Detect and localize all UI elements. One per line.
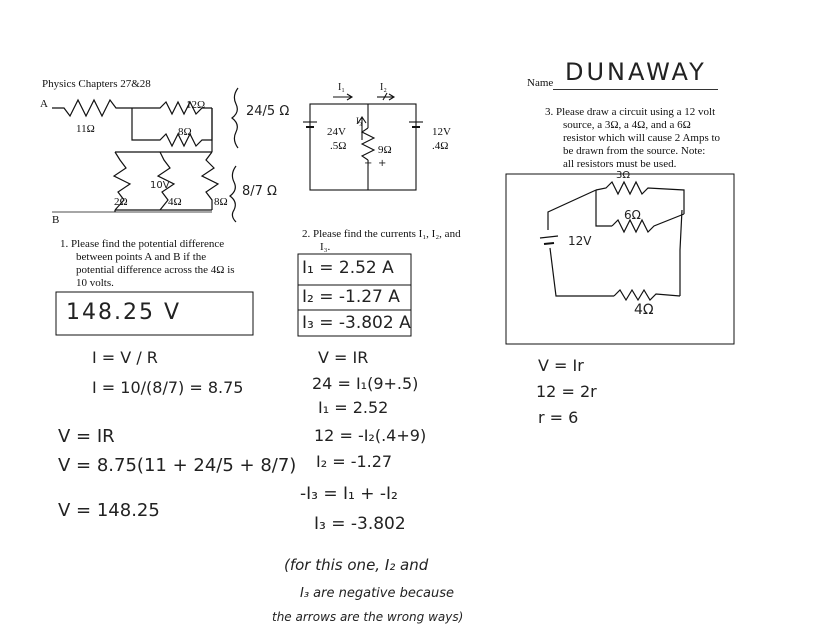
right-internal-r-label: .4Ω	[432, 140, 449, 152]
q2-work-line-4: 12 = -I₂(.4+9)	[314, 426, 427, 445]
q2-note-line-1: (for this one, I₂ and	[284, 556, 429, 574]
question-2-text: 2. Please find the currents I₁, I₂, and I₃.	[302, 228, 461, 253]
current-i2-label: I₂	[380, 82, 387, 93]
course-title: Physics Chapters 27&28	[42, 78, 151, 90]
q1-work-line-2: I = 10/(8/7) = 8.75	[92, 378, 244, 397]
q2-work-line-6: -I₃ = I₁ + -I₂	[300, 484, 398, 504]
point-a-label: A	[40, 98, 48, 110]
question-1-answer: 148.25 V	[66, 300, 182, 325]
q1-work-line-3: V = IR	[58, 426, 115, 447]
resistor-12-label: 12Ω	[186, 99, 206, 111]
left-emf-label: 24V	[327, 126, 346, 138]
drawing-source-label: 12V	[568, 234, 592, 248]
question-1-text: 1. Please find the potential difference between points A and B if the potential difference across the 4Ω is 10 volts.	[60, 238, 235, 289]
point-b-label: B	[52, 214, 60, 226]
resistor-8-bottom-label: 8Ω	[214, 196, 228, 208]
answer-i1: I₁ = 2.52 A	[302, 258, 394, 278]
note-8-7: 8/7 Ω	[242, 184, 277, 199]
student-name: DUNAWAY	[565, 58, 707, 86]
plus-sign-1: +	[364, 158, 373, 169]
plus-sign-2: +	[378, 158, 387, 169]
right-emf-label: 12V	[432, 126, 451, 138]
q1-work-line-1: I = V / R	[92, 348, 158, 367]
q2-work-line-3: I₁ = 2.52	[318, 398, 389, 417]
q3-work-line-2: 12 = 2r	[536, 382, 597, 401]
current-i3-label: I₃	[356, 116, 363, 126]
resistor-4-label: 4Ω	[168, 196, 182, 208]
note-10v: 10V	[150, 180, 170, 191]
q2-work-line-1: V = IR	[318, 348, 369, 367]
question-3-text: 3. Please draw a circuit using a 12 volt source, a 3Ω, a 4Ω, and a 6Ω resistor which will cause 2 Amps to be drawn from the source. Note: all resistors must be used.	[545, 106, 721, 170]
resistor-8-top-label: 8Ω	[178, 126, 192, 138]
q2-work-line-5: I₂ = -1.27	[316, 452, 393, 471]
q3-work-line-3: r = 6	[538, 408, 579, 427]
drawing-r6-label: 6Ω	[624, 208, 641, 222]
resistor-2-label: 2Ω	[114, 196, 128, 208]
answer-i2: I₂ = -1.27 A	[302, 287, 400, 307]
q2-work-line-7: I₃ = -3.802	[314, 514, 406, 534]
drawing-r4-label: 4Ω	[634, 302, 654, 318]
answer-i3: I₃ = -3.802 A	[302, 313, 411, 333]
left-internal-r-label: .5Ω	[330, 140, 347, 152]
q2-note-line-2: I₃ are negative because	[300, 586, 454, 601]
note-24-5: 24/5 Ω	[246, 104, 290, 119]
current-i1-label: I₁	[338, 82, 345, 93]
q2-work-line-2: 24 = I₁(9+.5)	[312, 374, 419, 393]
drawing-r3-label: 3Ω	[616, 170, 631, 181]
q2-note-line-3: the arrows are the wrong ways)	[272, 610, 464, 624]
q1-work-line-4: V = 8.75(11 + 24/5 + 8/7)	[58, 455, 297, 476]
q1-work-line-5: V = 148.25	[58, 500, 160, 521]
name-label: Name	[527, 77, 554, 89]
resistor-9-label: 9Ω	[378, 144, 392, 156]
resistor-11-label: 11Ω	[76, 123, 95, 135]
q3-work-line-1: V = Ir	[538, 356, 584, 375]
